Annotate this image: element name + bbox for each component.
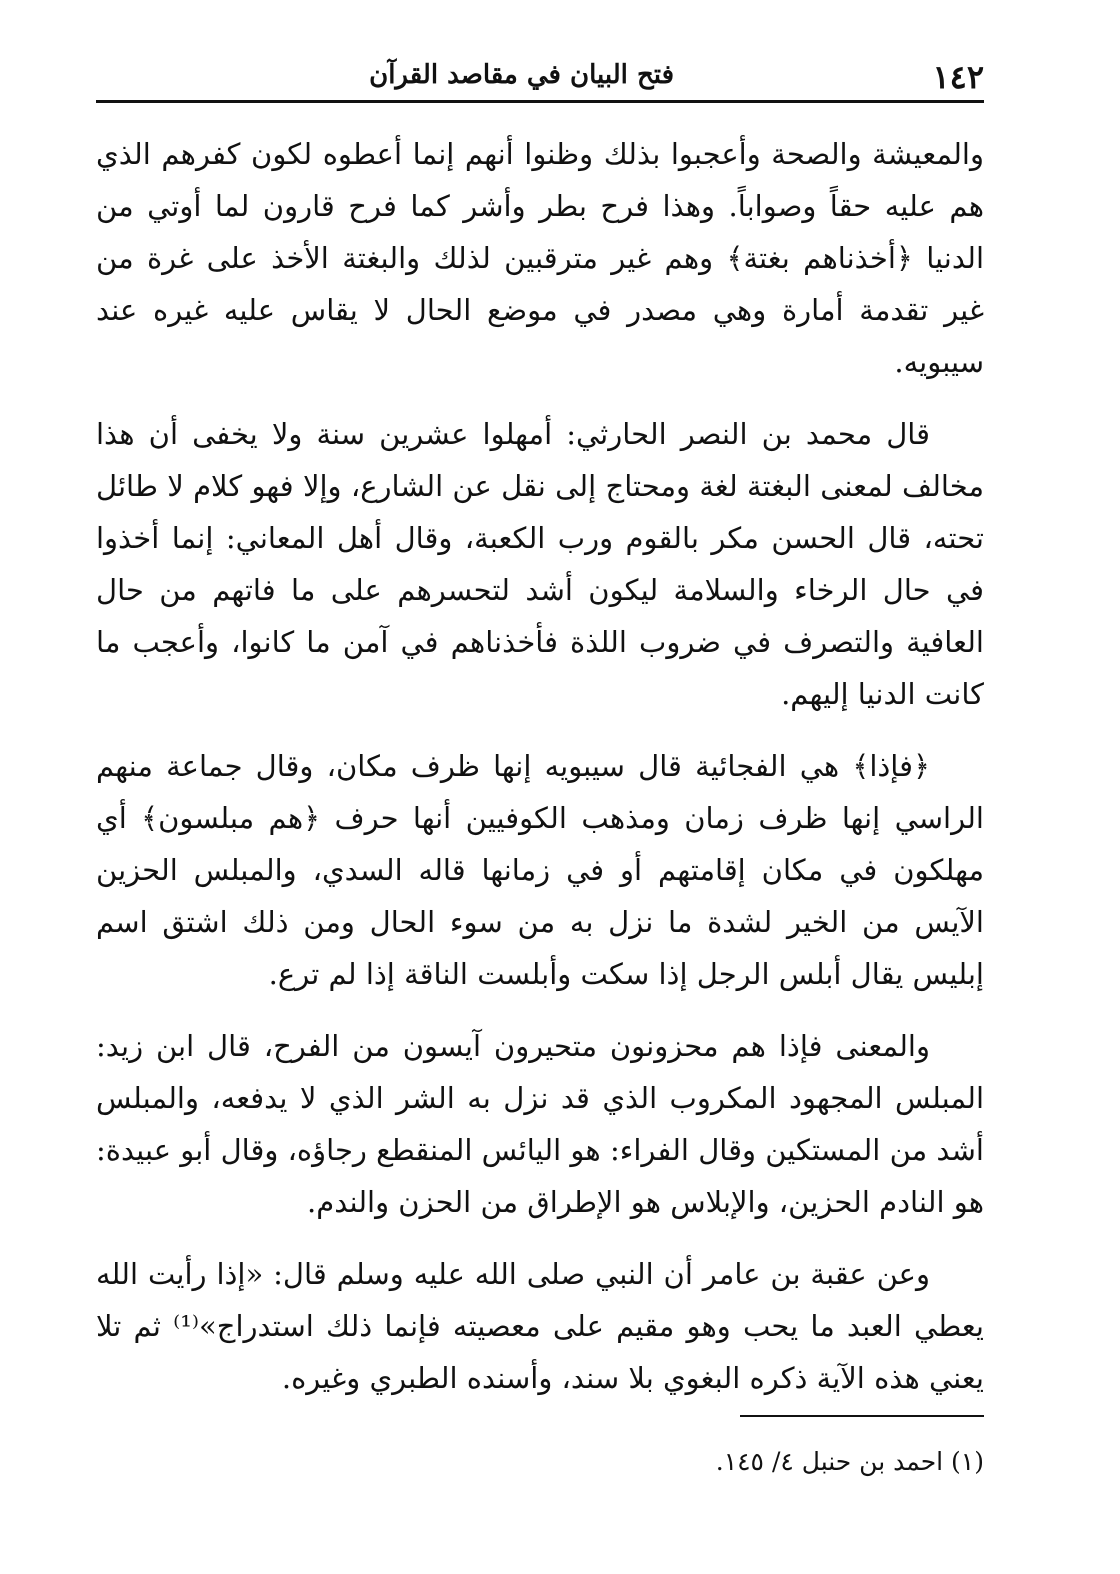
paragraph-2: قال محمد بن النصر الحارثي: أمهلوا عشرين سنة ولا يخفى أن هذا مخالف لمعنى البغتة لغة ومحتاج إلى نقل عن الشارع، وإلا فهو كلام لا طائل تحته، قال الحسن مكر بالقوم ورب الكعبة، وقال أهل المعاني: إنما أخذوا في حال الرخاء والسلامة ليكون أشد لتحسرهم على ما فاتهم من حال العافية والتصرف في ضروب اللذة فأخذناهم في آمن ما كانوا، وأعجب ما كانت الدنيا إليهم. xyxy=(96,417,984,711)
body-text xyxy=(96,128,984,1424)
footnote: (١) احمد بن حنبل ٤/ ١٤٥. xyxy=(715,1447,984,1476)
paragraph-4: والمعنى فإذا هم محزونون متحيرون آيسون من الفرح، قال ابن زيد: المبلس المجهود المكروب الذي قد نزل به الشر الذي لا يدفعه، والمبلس أشد من المستكين وقال الفراء: هو اليائس المنقطع رجاؤه، وقال أبو عبيدة: هو النادم الحزين، والإبلاس هو الإطراق من الحزن والندم. xyxy=(96,1029,984,1219)
paragraph-3: ﴿فإذا﴾ هي الفجائية قال سيبويه إنها ظرف مكان، وقال جماعة منهم الراسي إنها ظرف زمان ومذهب الكوفيين أنها حرف ﴿هم مبلسون﴾ أي مهلكون في مكان إقامتهم أو في زمانها قاله السدي، والمبلس الحزين الآيس من الخير لشدة ما نزل به من سوء الحال ومن ذلك اشتق اسم إبليس يقال أبلس الرجل إذا سكت وأبلست الناقة إذا لم ترع. xyxy=(96,749,984,991)
page-header xyxy=(96,56,984,103)
paragraph-1: والمعيشة والصحة وأعجبوا بذلك وظنوا أنهم إنما أعطوه لكون كفرهم الذي هم عليه حقاً وصواباً. وهذا فرح بطر وأشر كما فرح قارون لما أوتي من الدنيا ﴿أخذناهم بغتة﴾ وهم غير مترقبين لذلك والبغتة الأخذ على غرة من غير تقدمة أمارة وهي مصدر في موضع الحال لا يقاس عليه غيره عند سيبويه. xyxy=(96,137,984,379)
paragraph-5: وعن عقبة بن عامر أن النبي صلى الله عليه وسلم قال: «إذا رأيت الله يعطي العبد ما يحب وهو مقيم على معصيته فإنما ذلك استدراج»⁽¹⁾ ثم تلا يعني هذه الآية ذكره البغوي بلا سند، وأسنده الطبري وغيره. xyxy=(96,1257,984,1395)
page-number: ١٤٢ xyxy=(932,58,984,96)
footnote-divider xyxy=(740,1415,984,1417)
running-title: فتح البيان في مقاصد القرآن xyxy=(369,60,674,90)
